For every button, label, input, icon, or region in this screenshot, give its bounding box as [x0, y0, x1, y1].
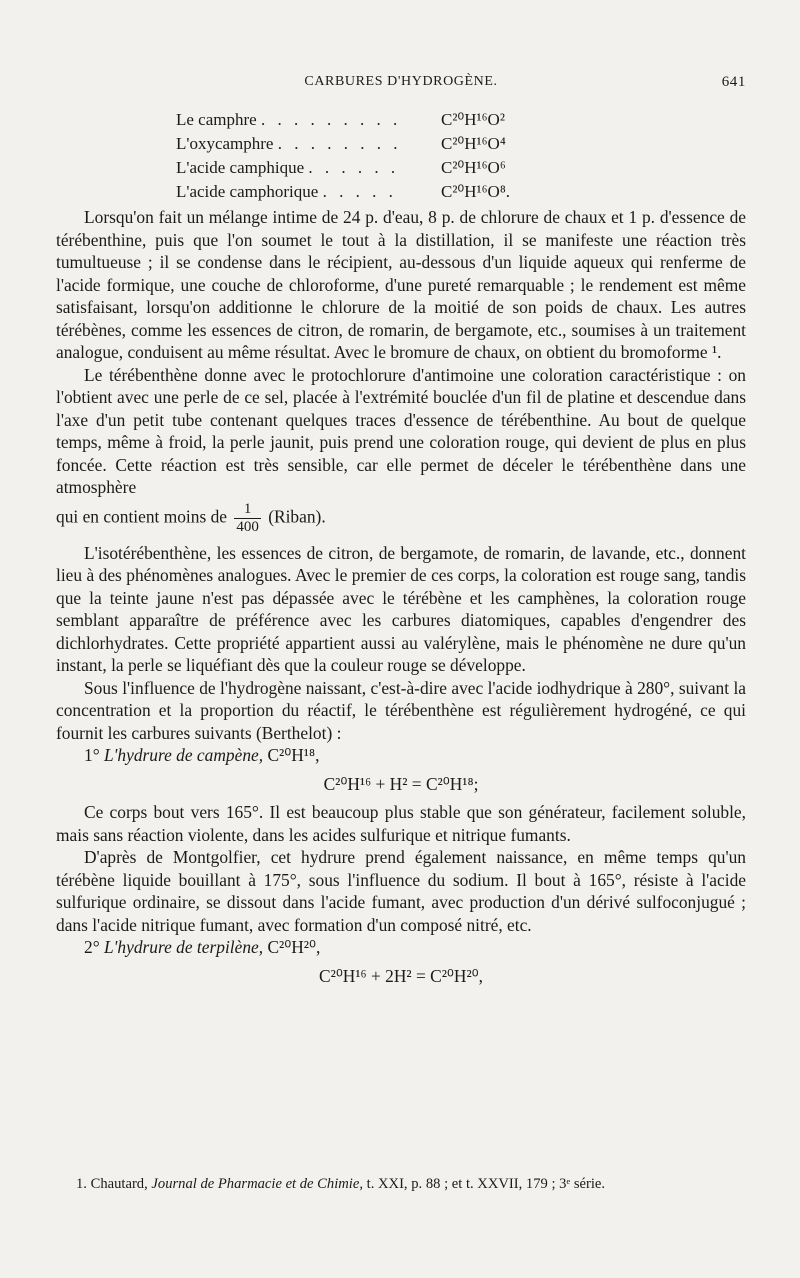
- fraction-numerator: 1: [234, 501, 261, 519]
- item-name: L'hydrure de terpilène,: [104, 937, 264, 957]
- formula-row: [176, 182, 696, 206]
- paragraph-stability: Ce corps bout vers 165°. Il est beaucoup plus stable que son générateur, facilement soluble, mais sans réaction violente, dans les acides sulfurique et nitrique fumants.: [56, 802, 746, 845]
- item-number: 1°: [84, 745, 100, 765]
- footnote-mark: 1.: [76, 1176, 87, 1192]
- fraction: [234, 501, 261, 536]
- formula-name: L'acide camphique: [176, 158, 305, 177]
- equation-1: C²⁰H¹⁶ + H² = C²⁰H¹⁸;: [323, 773, 479, 794]
- formula-name: L'acide camphorique: [176, 182, 319, 201]
- leader-dots: . . . . .: [322, 182, 397, 201]
- body-text: [56, 206, 746, 993]
- formula-row: [176, 110, 696, 134]
- fraction-line: [56, 501, 746, 536]
- fraction-denominator: 400: [236, 518, 259, 535]
- footnote-journal: Journal de Pharmacie et de Chimie,: [151, 1176, 363, 1192]
- leader-dots: . . . . . .: [308, 158, 400, 177]
- item-formula: C²⁰H¹⁸,: [267, 745, 320, 765]
- footnote: [76, 1176, 746, 1193]
- fraction-text-before: qui en contient moins de: [56, 506, 227, 526]
- footnote-reference: t. XXI, p. 88 ; et t. XXVII, 179 ; 3ᵉ série.: [366, 1176, 606, 1192]
- equation-2: C²⁰H¹⁶ + 2H² = C²⁰H²⁰,: [319, 965, 483, 986]
- formula-row: [176, 134, 696, 158]
- paragraph-chloroform: Lorsqu'on fait un mélange intime de 24 p. d'eau, 8 p. de chlorure de chaux et 1 p. d'essence de térébenthine, puis que l'on soumet le tout à la distillation, il se manifeste une réaction très tumultueuse ; il se condense dans le récipient, au-dessous d'un liquide aqueux qui renferme de l'acide formique, une couche de chloroforme, d'une pureté remarquable ; le rendement est même satisfaisant, lorsqu'on additionne le chlorure de la moitié de son poids de chaux. Les autres térébènes, comme les essences de citron, de romarin, de bergamote, etc., soumises à un traitement analogue, conduisent au même résultat. Avec le bromure de chaux, on obtient du bromoforme ¹.: [56, 207, 746, 362]
- item-formula: C²⁰H²⁰,: [267, 937, 321, 957]
- item-number: 2°: [84, 937, 100, 957]
- running-title: CARBURES D'HYDROGÈNE.: [304, 74, 498, 89]
- paragraph-hydrogenation: Sous l'influence de l'hydrogène naissant, c'est-à-dire avec l'acide iodhydrique à 280°, suivant la concentration et la proportion du réactif, le térébenthène est régulièrement hydrogéné, ce qui fournit les carbures suivants (Berthelot) :: [56, 677, 746, 743]
- formula-name: Le camphre: [176, 110, 257, 129]
- paragraph-montgolfier: D'après de Montgolfier, cet hydrure prend également naissance, en même temps qu'un térébène liquide bouillant à 175°, sous l'influence du sodium. Il bout à 165°, résiste à l'acide sulfurique ordinaire, se dissout dans l'acide fumant, avec production d'un dérivé sulfoconjugué ; dans l'acide nitrique fumant, avec formation d'un composé nitré, etc.: [56, 847, 746, 935]
- paragraph-antimony-reaction: Le térébenthène donne avec le protochlorure d'antimoine une coloration caractéristique : on l'obtient avec une perle de ce sel, placée à l'extrémité bouclée d'un fil de platine et descendue dans l'axe d'un petit tube contenant quelques traces d'essence de térébenthine. Au bout de quelque temps, même à froid, la perle jaunit, puis prend une coloration rouge, qui devient de plus en plus foncée. Cette réaction est très sensible, car elle permet de déceler le térébenthène dans une atmosphère: [56, 364, 746, 497]
- formula-list: [176, 110, 696, 206]
- item-hydrure-terpilene: [56, 936, 746, 959]
- formula-name: L'oxycamphre: [176, 134, 274, 153]
- fraction-text-after: (Riban).: [268, 506, 326, 526]
- formula-row: [176, 158, 696, 182]
- item-hydrure-campene: [56, 744, 746, 767]
- formula-value: C²⁰H¹⁶O⁴: [441, 134, 506, 153]
- page-number: 641: [721, 74, 746, 90]
- leader-dots: . . . . . . . . .: [260, 110, 402, 129]
- item-name: L'hydrure de campène,: [104, 745, 264, 765]
- formula-value: C²⁰H¹⁶O²: [441, 110, 505, 129]
- formula-value: C²⁰H¹⁶O⁸.: [441, 182, 511, 201]
- leader-dots: . . . . . . . .: [277, 134, 402, 153]
- paragraph-isoterebenthene: L'isotérébenthène, les essences de citron, de bergamote, de romarin, de lavande, etc., donnent lieu à des phénomènes analogues. Avec le premier de ces corps, la coloration est rouge sang, tandis que la teinte jaune n'est pas dépassée avec le térébène et les camphènes, la coloration rouge semblant apparaître de préférence avec les carbures diatomiques, capables d'engendrer des dichlorhydrates. Cette propriété appartient aussi au valérylène, mais le phénomène ne dure qu'un instant, la perle se liquéfiant dès que la couleur rouge se développe.: [56, 542, 746, 675]
- formula-value: C²⁰H¹⁶O⁶: [441, 158, 506, 177]
- running-head: [56, 74, 746, 96]
- footnote-author: Chautard,: [90, 1176, 148, 1192]
